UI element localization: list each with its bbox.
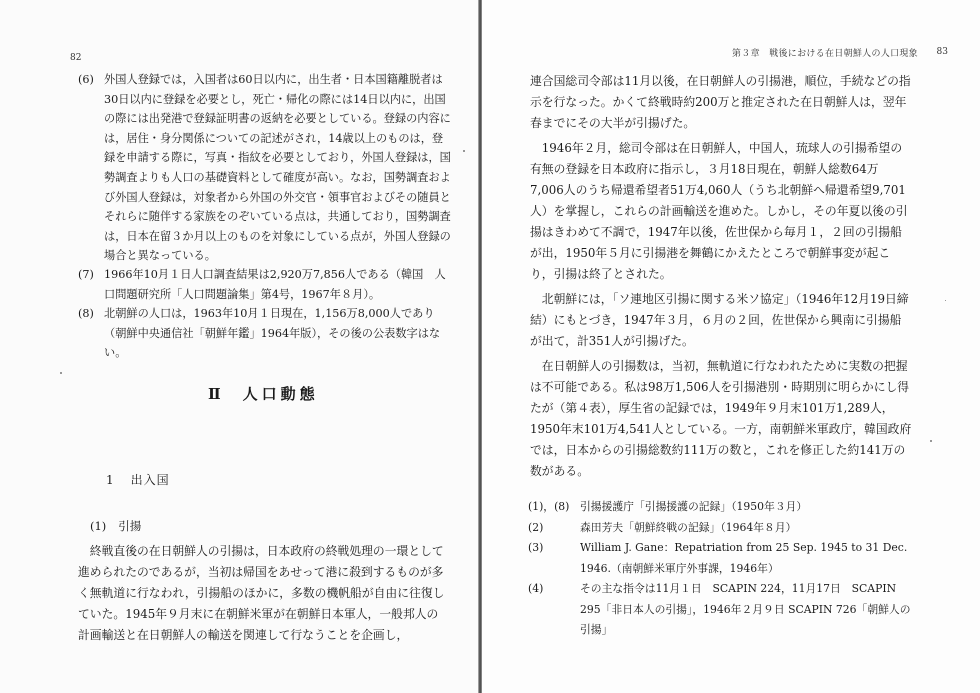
reference-number: (1)，(8): [528, 500, 570, 513]
subsubsection-number: (1): [90, 519, 107, 533]
reference-item: [528, 538, 916, 579]
reference-number: (4): [528, 582, 544, 595]
subsection-heading: [106, 471, 170, 488]
footnote-number: (6): [78, 73, 94, 86]
paragraph: 連合国総司令部は11月以後，在日朝鮮人の引揚港，順位，手続などの指示を行なった。かくて終戦時約200万と推定された在日朝鮮人は，翌年春までにその大半が引揚げた。: [530, 74, 911, 130]
body-text-left: [78, 541, 450, 646]
reference-text: 森田芳夫「朝鮮終戦の記録」（1964年８月）: [580, 520, 797, 534]
section-numeral: Ⅱ: [208, 385, 225, 403]
reference-number: (3): [528, 541, 544, 554]
reference-text: 引揚援護庁「引揚援護の記録」（1950年３月）: [580, 500, 808, 513]
page-number-right: 83: [936, 47, 948, 57]
footnote-text: 北朝鮮の人口は，1963年10月１日現在，1,156万8,000人であり（朝鮮中央通信社「朝鮮年鑑」1964年版），その後の公表数字はない。: [104, 307, 441, 360]
subsubsection-title: 引揚: [118, 519, 142, 533]
scan-speck: [60, 372, 62, 374]
reference-number: (2): [528, 520, 544, 534]
footnote-number: (7): [78, 268, 94, 281]
paragraph: 終戦直後の在日朝鮮人の引揚は，日本政府の終戦処理の一環として進められたのであるが，当初は帰国をあせって港に殺到するものが多く無軌道に行なわれ，引揚船のほかに，多数の機帆船が自由に往復していた。1945年９月末に在朝鮮米軍が在朝鮮日本軍人，一般邦人の計画輸送と在日朝鮮人の輸送を関連して行なうことを企画し，: [78, 544, 445, 642]
page-number-left: 82: [70, 53, 82, 63]
footnote-number: (8): [78, 307, 94, 320]
paragraph: 在日朝鮮人の引揚数は，当初，無軌道に行なわれたために実数の把握は不可能である。私は98万1,506人を引揚港別・時期別に明らかにし得たが（第４表），厚生省の記録では，1949年９月末101万1,289人，1950年末101万4,541人としている。一方，南朝鮮米軍政庁，韓国政府では，日本からの引揚総数約111万の数と，これを修正した約141万の数がある。: [530, 359, 912, 478]
reference-item: [528, 518, 916, 539]
section-heading: [208, 383, 319, 404]
reference-text: その主な指令は11月１日 SCAPIN 224，11月17日 SCAPIN 295「非日本人の引揚」，1946年２月９日 SCAPIN 726「朝鮮人の引揚」: [580, 582, 911, 636]
body-text-right: [530, 71, 912, 486]
reference-list: [528, 497, 916, 641]
reference-text: William J. Gane：Repatriation from 25 Sep. 1945 to 31 Dec. 1946.（南朝鮮米軍庁外事課，1946年）: [580, 541, 908, 575]
footnote-text: 1966年10月１日人口調査結果は2,920万7,856人である（韓国 人口問題研究所「人口問題論集」第4号，1967年８月）。: [104, 268, 446, 301]
subsection-number: 1: [106, 473, 115, 487]
paragraph: 1946年２月，総司令部は在日朝鮮人，中国人，琉球人の引揚希望の有無の登録を日本政府に指示し，３月18日現在，朝鮮人総数64万7,006人のうち帰還希望者51万4,060人（うち北朝鮮へ帰還希望9,701人）を掌握し，これらの計画輸送を進めた。しかし，その年夏以後の引揚はきわめて不調で，1947年以後，佐世保から毎月１，２回の引揚船が出，1950年５月に引揚港を舞鶴にかえたところで朝鮮事変が起こり，引揚は終了とされた。: [530, 141, 908, 281]
scan-speck: [463, 150, 465, 152]
paragraph: 北朝鮮には，「ソ連地区引揚に関する米ソ協定」（1946年12月19日締結）にもとづき，1947年３月，６月の２回，佐世保から興南に引揚船が出て，計351人が引揚げた。: [530, 292, 909, 348]
reference-item: [528, 497, 916, 518]
subsection-title: 出入国: [130, 473, 170, 487]
left-page: [0, 0, 478, 693]
footnote-text: 外国人登録では，入国者は60日以内に，出生者・日本国籍離脱者は30日以内に登録を必要とし，死亡・帰化の際には14日以内に，出国の際には出発港で登録証明書の返納を必要としている。登録の内容には，居住・身分関係についての記述がされ，14歳以上のものは，登録を申請する際に，写真・指紋を必要としており，外国人登録は，国勢調査よりも人口の基礎資料として確度が高い。なお，国勢調査および外国人登録は，対象者から外国の外交官・領事官およびその随員とそれらに随伴する家族をのぞいている点は，共通しており，国勢調査は，日本在留３か月以上のものを対象にしている点が，外国人登録の場合と異なっている。: [104, 73, 451, 263]
subsubsection-heading: [90, 518, 141, 534]
scan-speck: [930, 440, 932, 442]
section-title: 人口動態: [242, 385, 319, 403]
running-head: 第３章 戦後における在日朝鮮人の人口現象: [731, 49, 918, 59]
reference-item: [528, 579, 916, 641]
scan-speck: [945, 300, 946, 301]
